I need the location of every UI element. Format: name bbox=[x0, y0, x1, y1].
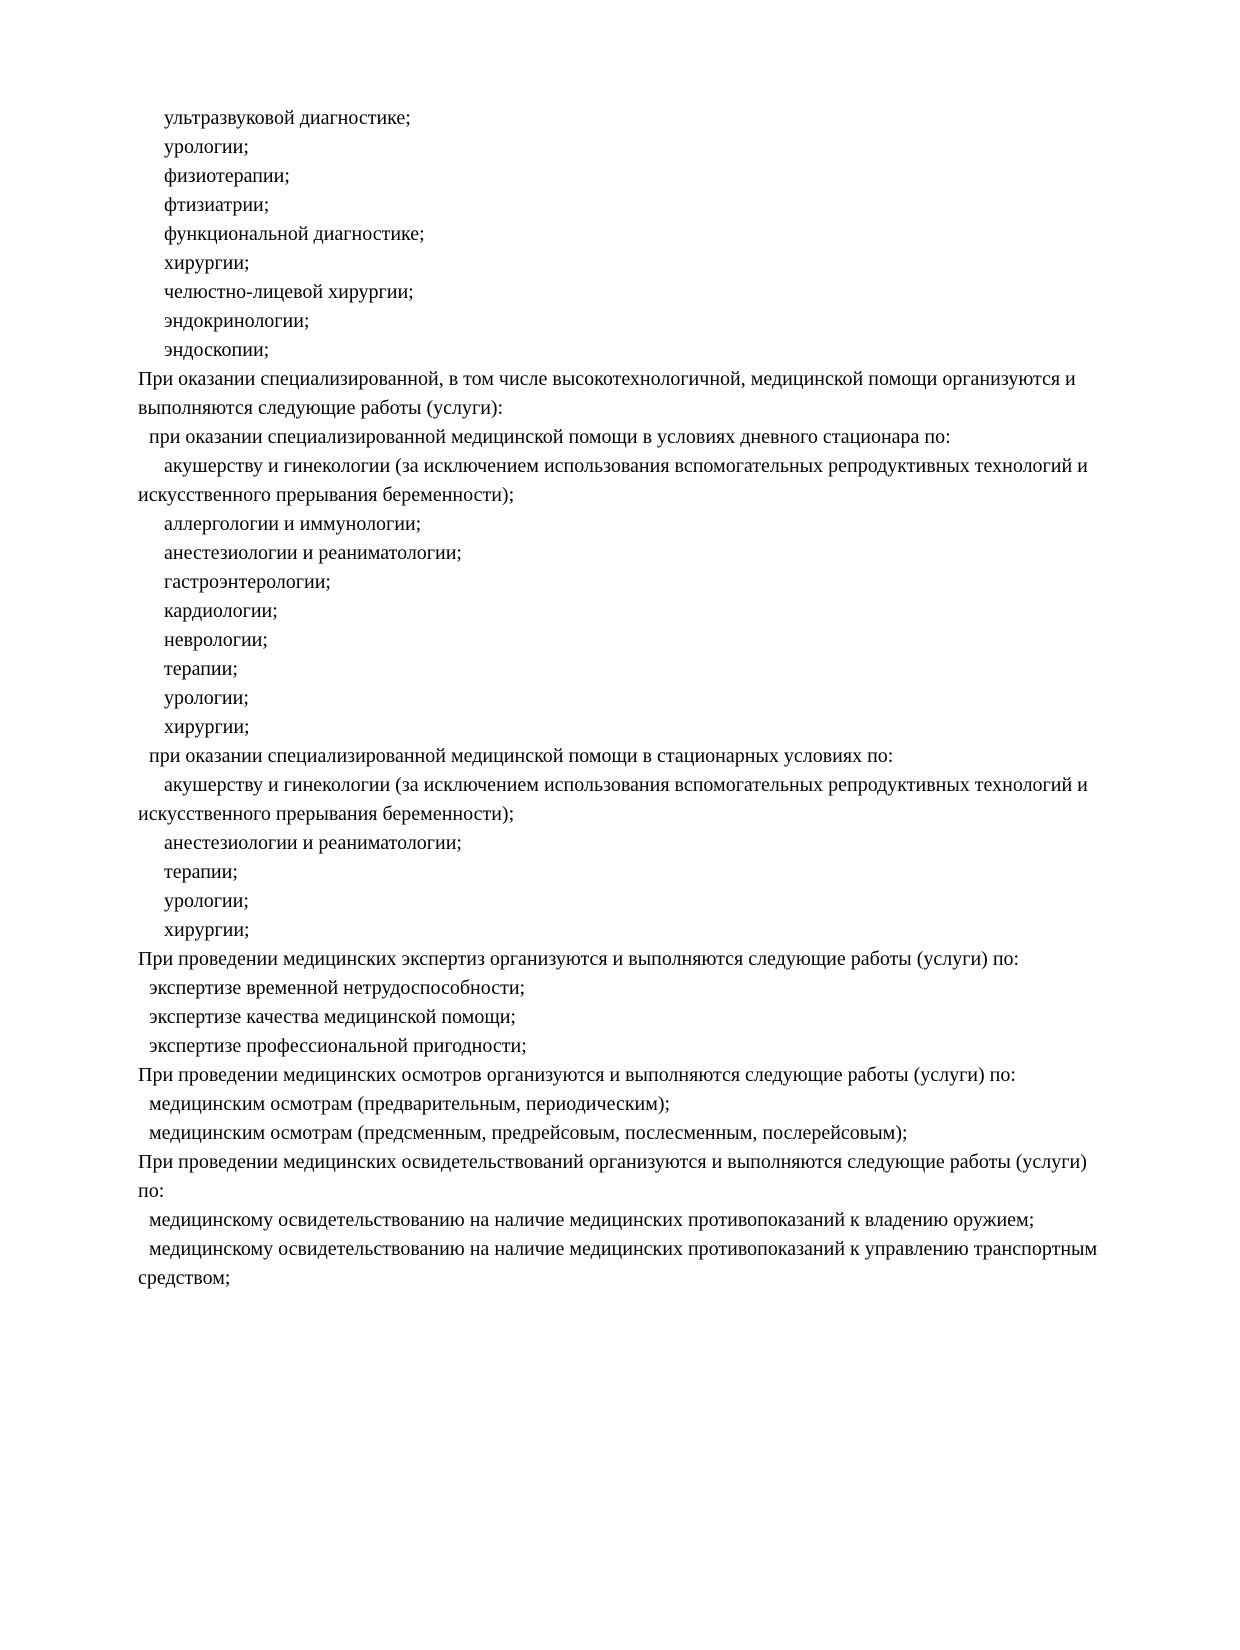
text-line: экспертизе качества медицинской помощи; bbox=[149, 1006, 516, 1028]
text-line: при оказании специализированной медицинской помощи в стационарных условиях по: bbox=[149, 745, 894, 767]
text-line: урологии; bbox=[164, 136, 249, 158]
text-line: хирургии; bbox=[164, 919, 250, 941]
text-line: хирургии; bbox=[164, 252, 250, 274]
text-line: при оказании специализированной медицинской помощи в условиях дневного стационара по: bbox=[149, 426, 951, 448]
text-line: анестезиологии и реаниматологии; bbox=[164, 832, 462, 854]
text-line: функциональной диагностике; bbox=[164, 223, 425, 245]
text-line: неврологии; bbox=[164, 629, 268, 651]
text-line: экспертизе профессиональной пригодности; bbox=[149, 1035, 527, 1057]
text-line: терапии; bbox=[164, 861, 238, 883]
text-line: медицинскому освидетельствованию на наличие медицинских противопоказаний к владению оружием; bbox=[149, 1209, 1035, 1231]
text-line: При оказании специализированной, в том числе высокотехнологичной, медицинской помощи организуются и выполняются следующие работы (услуги): bbox=[138, 368, 1076, 419]
text-line: анестезиологии и реаниматологии; bbox=[164, 542, 462, 564]
text-line: При проведении медицинских освидетельствований организуются и выполняются следующие работы (услуги) по: bbox=[138, 1151, 1087, 1202]
text-line: медицинским осмотрам (предварительным, периодическим); bbox=[149, 1093, 671, 1115]
text-line: урологии; bbox=[164, 890, 249, 912]
text-line: ультразвуковой диагностике; bbox=[164, 107, 411, 129]
text-line: медицинским осмотрам (предсменным, предрейсовым, послесменным, послерейсовым); bbox=[149, 1122, 908, 1144]
text-line: хирургии; bbox=[164, 716, 250, 738]
text-line: фтизиатрии; bbox=[164, 194, 270, 216]
text-line: терапии; bbox=[164, 658, 238, 680]
document-body bbox=[138, 104, 1114, 1293]
text-line: акушерству и гинекологии (за исключением использования вспомогательных репродуктивных технологий и искусственного прерывания беременности); bbox=[138, 774, 1088, 825]
text-line: гастроэнтерологии; bbox=[164, 571, 331, 593]
text-line: медицинскому освидетельствованию на наличие медицинских противопоказаний к управлению транспортным средством; bbox=[138, 1238, 1098, 1289]
text-line: физиотерапии; bbox=[164, 165, 290, 187]
text-line: кардиологии; bbox=[164, 600, 278, 622]
text-line: акушерству и гинекологии (за исключением использования вспомогательных репродуктивных технологий и искусственного прерывания беременности); bbox=[138, 455, 1088, 506]
text-line: челюстно-лицевой хирургии; bbox=[164, 281, 414, 303]
text-line: При проведении медицинских экспертиз организуются и выполняются следующие работы (услуги) по: bbox=[138, 948, 1020, 970]
text-line: экспертизе временной нетрудоспособности; bbox=[149, 977, 526, 999]
text-line: эндоскопии; bbox=[164, 339, 270, 361]
text-line: урологии; bbox=[164, 687, 249, 709]
text-line: аллергологии и иммунологии; bbox=[164, 513, 422, 535]
text-line: При проведении медицинских осмотров организуются и выполняются следующие работы (услуги) по: bbox=[138, 1064, 1016, 1086]
text-line: эндокринологии; bbox=[164, 310, 310, 332]
